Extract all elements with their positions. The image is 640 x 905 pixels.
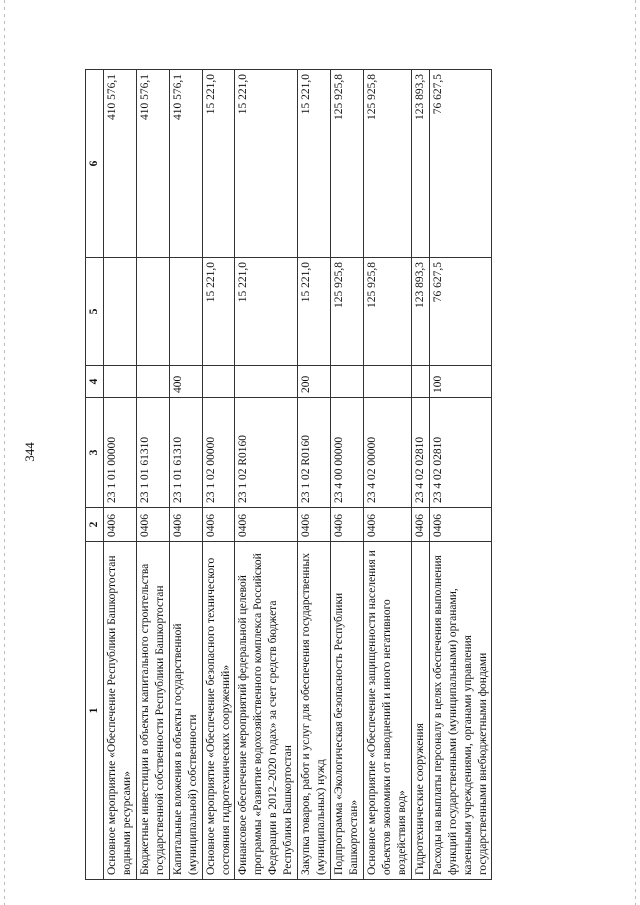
cell-col6: 410 576,1 — [136, 70, 169, 258]
cell-col6: 410 576,1 — [103, 70, 136, 258]
table-row — [331, 70, 364, 880]
cell-col6: 15 221,0 — [202, 70, 235, 258]
cell-name: Капитальные вложения в объекты государственной (муниципальной) собственности — [169, 542, 202, 880]
scan-edge-right — [635, 0, 636, 905]
cell-expense-type: 400 — [169, 366, 202, 398]
cell-col6: 125 925,8 — [331, 70, 364, 258]
cell-expense-type — [136, 366, 169, 398]
col-header-5: 5 — [86, 258, 104, 366]
cell-col6: 15 221,0 — [235, 70, 298, 258]
cell-expense-type: 100 — [429, 366, 492, 398]
cell-col6: 410 576,1 — [169, 70, 202, 258]
col-header-2: 2 — [86, 508, 104, 542]
cell-expense-type — [411, 366, 429, 398]
cell-expense-type — [363, 366, 411, 398]
cell-col6: 125 925,8 — [363, 70, 411, 258]
cell-col5: 15 221,0 — [202, 258, 235, 366]
cell-col5: 15 221,0 — [235, 258, 298, 366]
cell-target-article: 23 4 02 02810 — [429, 398, 492, 508]
cell-col6: 123 893,3 — [411, 70, 429, 258]
cell-col5: 15 221,0 — [298, 258, 331, 366]
cell-section: 0406 — [103, 508, 136, 542]
cell-target-article: 23 1 01 00000 — [103, 398, 136, 508]
cell-name: Подпрограмма «Экологическая безопасность Республики Башкортостан» — [331, 542, 364, 880]
cell-col5: 76 627,5 — [429, 258, 492, 366]
col-header-3: 3 — [86, 398, 104, 508]
cell-col5: 125 925,8 — [363, 258, 411, 366]
cell-name: Бюджетные инвестиции в объекты капитального строительства государственной собственности Республики Башкортостан — [136, 542, 169, 880]
cell-section: 0406 — [298, 508, 331, 542]
col-header-4: 4 — [86, 366, 104, 398]
cell-target-article: 23 1 01 61310 — [136, 398, 169, 508]
cell-name: Гидротехнические сооружения — [411, 542, 429, 880]
table-row — [103, 70, 136, 880]
cell-target-article: 23 1 02 R0160 — [298, 398, 331, 508]
col-header-1: 1 — [86, 542, 104, 880]
table-row — [169, 70, 202, 880]
budget-table — [85, 69, 492, 880]
cell-target-article: 23 1 01 61310 — [169, 398, 202, 508]
table-row — [363, 70, 411, 880]
cell-expense-type: 200 — [298, 366, 331, 398]
table-row — [411, 70, 429, 880]
cell-section: 0406 — [331, 508, 364, 542]
cell-col6: 76 627,5 — [429, 70, 492, 258]
cell-col5 — [136, 258, 169, 366]
cell-expense-type — [202, 366, 235, 398]
cell-target-article: 23 4 02 02810 — [411, 398, 429, 508]
cell-section: 0406 — [202, 508, 235, 542]
cell-section: 0406 — [363, 508, 411, 542]
cell-target-article: 23 1 02 00000 — [202, 398, 235, 508]
cell-name: Основное мероприятие «Обеспечение безопасного технического состояния гидротехнических сооружений» — [202, 542, 235, 880]
cell-target-article: 23 4 00 00000 — [331, 398, 364, 508]
rotated-page-content — [85, 70, 565, 880]
table-row — [235, 70, 298, 880]
table-row — [298, 70, 331, 880]
cell-target-article: 23 1 02 R0160 — [235, 398, 298, 508]
cell-col5: 123 893,3 — [411, 258, 429, 366]
table-row — [429, 70, 492, 880]
cell-col6: 15 221,0 — [298, 70, 331, 258]
cell-expense-type — [331, 366, 364, 398]
cell-section: 0406 — [411, 508, 429, 542]
cell-section: 0406 — [136, 508, 169, 542]
cell-col5: 125 925,8 — [331, 258, 364, 366]
page-number: 344 — [22, 442, 37, 462]
scan-edge-left — [4, 0, 5, 905]
cell-expense-type — [235, 366, 298, 398]
cell-col5 — [103, 258, 136, 366]
cell-expense-type — [103, 366, 136, 398]
cell-target-article: 23 4 02 00000 — [363, 398, 411, 508]
table-row — [202, 70, 235, 880]
col-header-6: 6 — [86, 70, 104, 258]
cell-section: 0406 — [169, 508, 202, 542]
cell-name: Закупка товаров, работ и услуг для обеспечения государственных (муниципальных) нужд — [298, 542, 331, 880]
cell-section: 0406 — [429, 508, 492, 542]
cell-col5 — [169, 258, 202, 366]
cell-name: Основное мероприятие «Обеспечение Республики Башкортостан водными ресурсами» — [103, 542, 136, 880]
cell-name: Финансовое обеспечение мероприятий федеральной целевой программы «Развитие водохозяйственного комплекса Российской Федерации в 2012–2020 годах» за счет средств бюджета Республики Башкортостан — [235, 542, 298, 880]
table-header-row — [86, 70, 104, 880]
cell-name: Основное мероприятие «Обеспечение защищенности населения и объектов экономики от наводнений и иного негативного воздействия вод» — [363, 542, 411, 880]
table-row — [136, 70, 169, 880]
cell-section: 0406 — [235, 508, 298, 542]
cell-name: Расходы на выплаты персоналу в целях обеспечения выполнения функций государственными (муниципальными) органами, казенными учреждениями, органами управления государственными внебюджетными фондами — [429, 542, 492, 880]
